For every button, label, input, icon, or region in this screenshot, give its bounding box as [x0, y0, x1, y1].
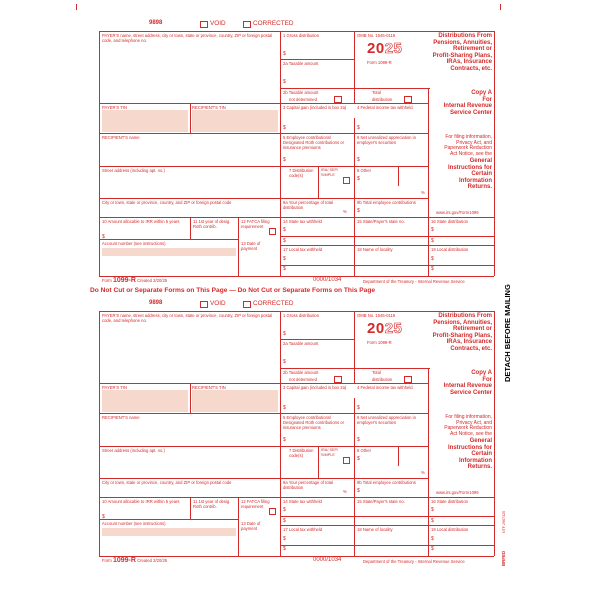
- box6-dollar: $: [357, 157, 360, 163]
- box19-label: 19 Local distribution: [431, 247, 469, 252]
- box17-dollar-2: $: [283, 546, 286, 552]
- box2b-label: 2b Taxable amount: [283, 370, 319, 375]
- box14-label: 14 State tax withheld: [283, 219, 322, 224]
- corrected-checkbox[interactable]: [243, 301, 251, 308]
- payer-tin-label: PAYER'S TIN: [102, 105, 127, 110]
- box14-dollar-2: $: [283, 238, 286, 244]
- footer-form: Form 1099-R Created 3/20/25: [102, 557, 168, 564]
- corrected-label: CORRECTED: [253, 300, 294, 307]
- recipient-name-label: RECIPIENT'S name: [102, 415, 140, 420]
- box2a-dollar: $: [283, 359, 286, 365]
- recipient-name-label: RECIPIENT'S name: [102, 135, 140, 140]
- box19-dollar-2: $: [431, 546, 434, 552]
- box15-label: 15 State/Payer's state no.: [357, 219, 405, 224]
- void-checkbox[interactable]: [200, 21, 208, 28]
- street-label: Street address (including apt. no.): [102, 448, 165, 453]
- box11-label: 11 1st year of desig. Roth contrib.: [193, 219, 231, 229]
- box1-dollar: $: [283, 51, 286, 57]
- box9b-dollar: $: [357, 488, 360, 494]
- ira-checkbox[interactable]: [343, 457, 350, 464]
- box1-dollar: $: [283, 331, 286, 337]
- separator-text: Do Not Cut or Separate Forms on This Page — Do Not Cut or Separate Forms on This Page: [90, 287, 376, 294]
- footer-dept: Department of the Treasury - Internal Revenue Service: [363, 279, 465, 284]
- copy-a-block: Copy A For Internal Revenue Service Center: [443, 90, 492, 116]
- omb-number: OMB No. 1545-0119: [357, 33, 396, 38]
- ira-label: IRA/ SEP/ SIMPLE: [321, 448, 339, 457]
- box16-dollar-1: $: [431, 507, 434, 513]
- corrected-label: CORRECTED: [253, 20, 294, 27]
- ira-checkbox[interactable]: [343, 177, 350, 184]
- side-code-a: NTF 2967325: [502, 511, 506, 533]
- box16-dollar-1: $: [431, 227, 434, 233]
- not-determined-label: not determined: [289, 377, 317, 382]
- box7-label: 7 Distribution code(s): [289, 168, 314, 178]
- box9b-label: 9b Total employee contributions: [357, 480, 416, 485]
- fatca-checkbox[interactable]: [269, 508, 276, 515]
- account-label: Account number (see instructions): [102, 521, 166, 526]
- info-text: For filing information, Privacy Act, and Paperwork Reduction Act Notice, see the: [444, 134, 492, 157]
- footer-cat: 0000/1034: [313, 277, 342, 283]
- recipient-tin-label: RECIPIENT'S TIN: [192, 105, 226, 110]
- box19-label: 19 Local distribution: [431, 527, 469, 532]
- box6-label: 6 Net unrealized appreciation in employer's securities: [357, 135, 416, 145]
- box10-label: 10 Amount allocable to IRR within 5 years: [102, 499, 180, 504]
- box10-dollar: $: [102, 234, 105, 240]
- box2b-label: 2b Taxable amount: [283, 90, 319, 95]
- box9b-label: 9b Total employee contributions: [357, 200, 416, 205]
- box12-label: 12 FATCA filing requirement: [241, 219, 270, 229]
- box9a-percent: %: [343, 489, 347, 494]
- fatca-checkbox[interactable]: [269, 228, 276, 235]
- distribution-label: distribution: [372, 97, 393, 102]
- not-determined-label: not determined: [289, 97, 317, 102]
- city-label: City or town, state or province, country, and ZIP or foreign postal code: [102, 200, 232, 205]
- box16-dollar-2: $: [431, 518, 434, 524]
- box4-label: 4 Federal income tax withheld: [357, 105, 413, 110]
- box19-dollar-1: $: [431, 536, 434, 542]
- box5-dollar: $: [283, 437, 286, 443]
- footer-dept: Department of the Treasury - Internal Revenue Service: [363, 559, 465, 564]
- form-code: 9898: [149, 300, 163, 306]
- side-code-b: BRFED: [501, 550, 506, 566]
- box3-dollar: $: [283, 125, 286, 131]
- total-label: Total: [372, 370, 381, 375]
- box13-label: 13 Date of payment: [241, 241, 261, 251]
- box5-label: 5 Employee contributions/ Designated Roth contributions or insurance premiums: [283, 415, 344, 430]
- box6-dollar: $: [357, 437, 360, 443]
- form-name: Form 1099-R: [367, 340, 392, 345]
- box9b-dollar: $: [357, 208, 360, 214]
- footer-form: Form 1099-R Created 3/20/25: [102, 277, 168, 284]
- box4-dollar: $: [357, 125, 360, 131]
- box8-percent: %: [421, 190, 425, 195]
- total-label: Total: [372, 90, 381, 95]
- form-1099r-top: [0, 17, 600, 302]
- box3-dollar: $: [283, 405, 286, 411]
- box17-label: 17 Local tax withheld: [283, 247, 323, 252]
- box8-dollar: $: [357, 176, 360, 182]
- box17-label: 17 Local tax withheld: [283, 527, 323, 532]
- box9a-percent: %: [343, 209, 347, 214]
- payer-label: PAYER'S name, street address, city or town, state or province, country, ZIP or foreign postal code, and telephone no.: [102, 313, 273, 323]
- distribution-label: distribution: [372, 377, 393, 382]
- not-determined-checkbox[interactable]: [334, 376, 342, 383]
- box3-label: 3 Capital gain (included in box 2a): [283, 105, 347, 110]
- box15-label: 15 State/Payer's state no.: [357, 499, 405, 504]
- not-determined-checkbox[interactable]: [334, 96, 342, 103]
- void-checkbox[interactable]: [200, 301, 208, 308]
- box9a-label: 9a Your percentage of total distribution: [283, 200, 334, 210]
- recipient-tin-label: RECIPIENT'S TIN: [192, 385, 226, 390]
- irs-url: www.irs.gov/Form1099: [436, 210, 479, 215]
- total-distribution-checkbox[interactable]: [404, 376, 412, 383]
- box10-dollar: $: [102, 514, 105, 520]
- box14-dollar-1: $: [283, 227, 286, 233]
- box7-label: 7 Distribution code(s): [289, 448, 314, 458]
- tax-year: 2025: [367, 320, 403, 337]
- street-label: Street address (including apt. no.): [102, 168, 165, 173]
- box14-dollar-1: $: [283, 507, 286, 513]
- copy-a-block: Copy A For Internal Revenue Service Center: [443, 370, 492, 396]
- info-bold-text: General Instructions for Certain Information Returns.: [447, 438, 492, 471]
- void-label: VOID: [210, 300, 226, 307]
- box8-label: 8 Other: [357, 448, 371, 453]
- form-title: Distributions From Pensions, Annuities, Retirement or Profit-Sharing Plans, IRAs, Insurance Contracts, etc.: [432, 33, 492, 72]
- detach-text: DETACH BEFORE MAILING: [503, 284, 512, 382]
- box8-label: 8 Other: [357, 168, 371, 173]
- box16-label: 16 State distribution: [431, 499, 469, 504]
- box5-label: 5 Employee contributions/ Designated Roth contributions or insurance premiums: [283, 135, 344, 150]
- box8-dollar: $: [357, 456, 360, 462]
- box16-dollar-2: $: [431, 238, 434, 244]
- form-name: Form 1099-R: [367, 60, 392, 65]
- void-label: VOID: [210, 20, 226, 27]
- info-text: For filing information, Privacy Act, and Paperwork Reduction Act Notice, see the: [444, 414, 492, 437]
- box19-dollar-1: $: [431, 256, 434, 262]
- box18-label: 18 Name of locality: [357, 527, 393, 532]
- info-bold-text: General Instructions for Certain Information Returns.: [447, 158, 492, 191]
- account-label: Account number (see instructions): [102, 241, 166, 246]
- payer-tin-label: PAYER'S TIN: [102, 385, 127, 390]
- box9a-label: 9a Your percentage of total distribution: [283, 480, 334, 490]
- box8-percent: %: [421, 470, 425, 475]
- box14-label: 14 State tax withheld: [283, 499, 322, 504]
- box6-label: 6 Net unrealized appreciation in employer's securities: [357, 415, 416, 425]
- footer-cat: 0000/1034: [313, 557, 342, 563]
- ira-label: IRA/ SEP/ SIMPLE: [321, 168, 339, 177]
- omb-number: OMB No. 1545-0119: [357, 313, 396, 318]
- box4-dollar: $: [357, 405, 360, 411]
- tax-year: 2025: [367, 40, 403, 57]
- total-distribution-checkbox[interactable]: [404, 96, 412, 103]
- corrected-checkbox[interactable]: [243, 21, 251, 28]
- box12-label: 12 FATCA filing requirement: [241, 499, 270, 509]
- city-label: City or town, state or province, country, and ZIP or foreign postal code: [102, 480, 232, 485]
- box13-label: 13 Date of payment: [241, 521, 261, 531]
- box3-label: 3 Capital gain (included in box 2a): [283, 385, 347, 390]
- box16-label: 16 State distribution: [431, 219, 469, 224]
- box17-dollar-1: $: [283, 536, 286, 542]
- box10-label: 10 Amount allocable to IRR within 5 years: [102, 219, 180, 224]
- form-code: 9898: [149, 20, 163, 26]
- form-title: Distributions From Pensions, Annuities, Retirement or Profit-Sharing Plans, IRAs, Insurance Contracts, etc.: [432, 313, 492, 352]
- box2a-label: 2a Taxable amount: [283, 61, 319, 66]
- box14-dollar-2: $: [283, 518, 286, 524]
- box17-dollar-1: $: [283, 256, 286, 262]
- irs-url: www.irs.gov/Form1099: [436, 490, 479, 495]
- box19-dollar-2: $: [431, 266, 434, 272]
- box2a-dollar: $: [283, 79, 286, 85]
- box4-label: 4 Federal income tax withheld: [357, 385, 413, 390]
- box11-label: 11 1st year of desig. Roth contrib.: [193, 499, 231, 509]
- box5-dollar: $: [283, 157, 286, 163]
- box17-dollar-2: $: [283, 266, 286, 272]
- payer-label: PAYER'S name, street address, city or town, state or province, country, ZIP or foreign postal code, and telephone no.: [102, 33, 273, 43]
- box1-label: 1 Gross distribution: [283, 313, 320, 318]
- box2a-label: 2a Taxable amount: [283, 341, 319, 346]
- box1-label: 1 Gross distribution: [283, 33, 320, 38]
- box18-label: 18 Name of locality: [357, 247, 393, 252]
